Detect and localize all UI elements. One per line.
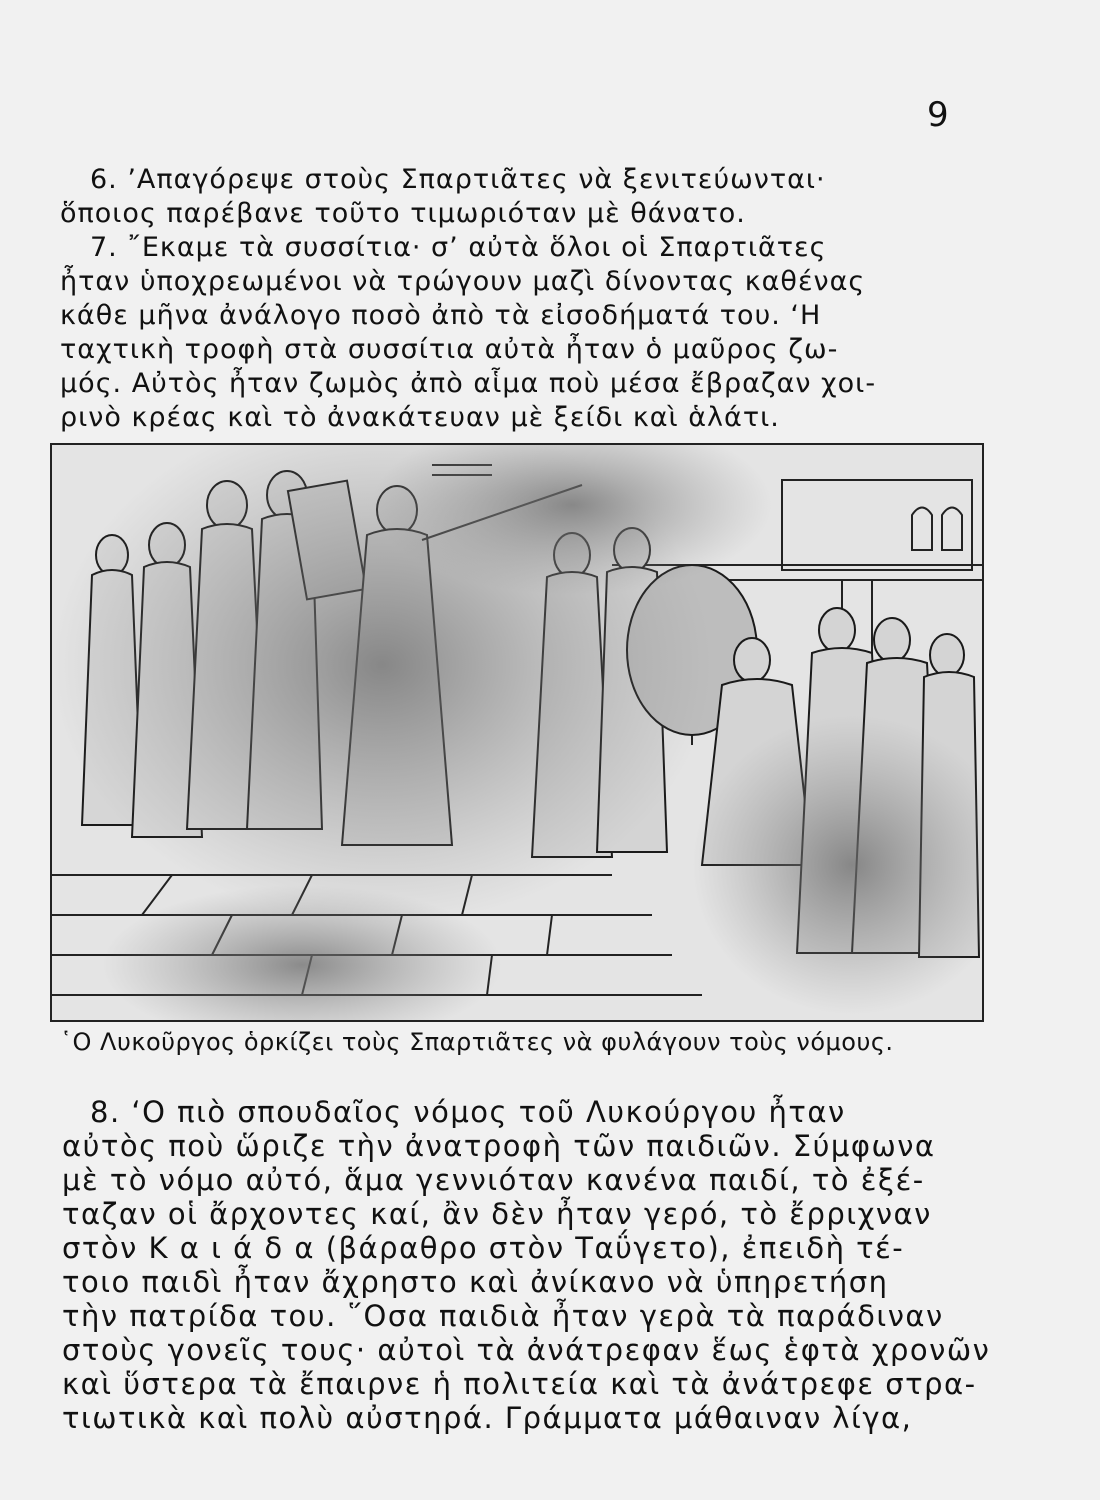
text-line: μός. Αὐτὸς ἦταν ζωμὸς ἀπὸ αἷμα ποὺ μέσα ἔβραζαν χοι-	[60, 368, 877, 399]
text-line: τὴν πατρίδα του. ῞Οσα παιδιὰ ἦταν γερὰ τὰ παράδιναν	[62, 1299, 944, 1333]
text-line: ταχτικὴ τροφὴ στὰ συσσίτια αὐτὰ ἦταν ὁ μαῦρος ζω-	[60, 334, 839, 365]
engraving-illustration	[50, 443, 984, 1022]
illustration-image	[52, 445, 982, 1020]
text-line: στοὺς γονεῖς τους· αὐτοὶ τὰ ἀνάτρεφαν ἕως ἑφτὰ χρονῶν	[62, 1333, 991, 1367]
text-line: στὸν Κ α ι ά δ α (βάραθρο στὸν Ταΰγετο), ἐπειδὴ τέ-	[62, 1231, 905, 1265]
text-line: τιωτικὰ καὶ πολὺ αὐστηρά. Γράμματα μάθαιναν λίγα,	[62, 1401, 913, 1435]
text-line: αὐτὸς ποὺ ὥριζε τὴν ἀνατροφὴ τῶν παιδιῶν. Σύμφωνα	[62, 1129, 936, 1163]
text-line: ἦταν ὑποχρεωμένοι νὰ τρώγουν μαζὶ δίνοντας καθένας	[60, 266, 866, 297]
text-line: 8. ‘Ο πιὸ σπουδαῖος νόμος τοῦ Λυκούργου ἦταν	[90, 1095, 846, 1129]
text-line: 7. ῎Εκαμε τὰ συσσίτια· σ’ αὐτὰ ὅλοι οἱ Σπαρτιᾶτες	[90, 232, 827, 263]
text-line: 6. ’Απαγόρεψε στοὺς Σπαρτιᾶτες νὰ ξενιτεύωνται·	[90, 164, 826, 195]
text-line: μὲ τὸ νόμο αὐτό, ἅμα γεννιόταν κανένα παιδί, τὸ ἐξέ-	[62, 1163, 925, 1197]
text-line: τοιο παιδὶ ἦταν ἄχρηστο καὶ ἀνίκανο νὰ ὑπηρετήση	[62, 1265, 889, 1299]
text-line: κάθε μῆνα ἀνάλογο ποσὸ ἀπὸ τὰ εἰσοδήματά του. ‘Η	[60, 300, 822, 331]
figure-caption: ῾Ο Λυκοῦργος ὁρκίζει τοὺς Σπαρτιᾶτες νὰ φυλάγουν τοὺς νόμους.	[60, 1028, 894, 1056]
text-line: ταζαν οἱ ἄρχοντες καί, ἂν δὲν ἦταν γερό, τὸ ἔρριχναν	[62, 1197, 932, 1231]
page-number: 9	[927, 95, 949, 135]
text-line: καὶ ὕστερα τὰ ἔπαιρνε ἡ πολιτεία καὶ τὰ ἀνάτρεφε στρα-	[62, 1367, 977, 1401]
text-line: ρινὸ κρέας καὶ τὸ ἀνακάτευαν μὲ ξείδι καὶ ἁλάτι.	[60, 402, 780, 433]
text-line: ὅποιος παρέβανε τοῦτο τιμωριόταν μὲ θάνατο.	[60, 198, 746, 229]
